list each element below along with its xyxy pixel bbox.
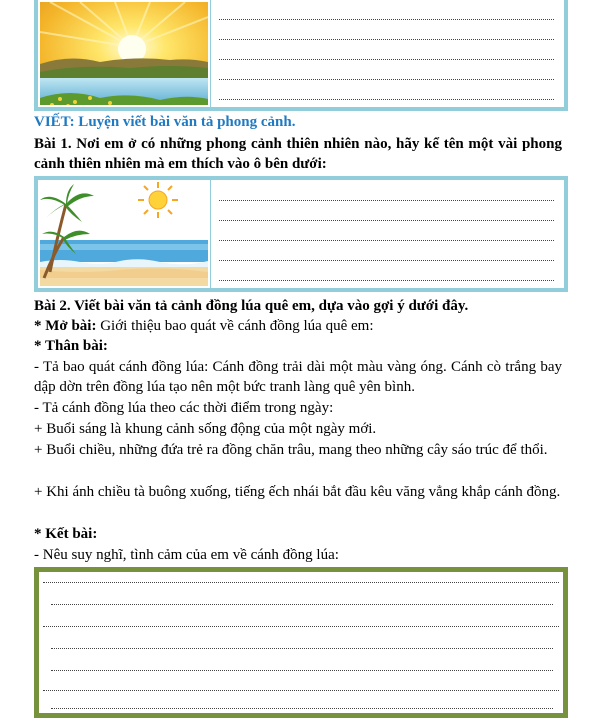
- mo-bai-line: [34, 316, 562, 336]
- writing-section-heading: VIẾT: Luyện viết bài văn tả phong cảnh.: [34, 114, 296, 130]
- beach-palm-image: [40, 182, 208, 286]
- sunrise-lake-image: [40, 2, 208, 105]
- than-bai-paragraph-1: - Tả bao quát cánh đồng lúa: Cánh đồng trải dài một màu vàng óng. Cánh cò trắng bay dập dờn trên đồng lúa tạo nên một bức tranh làng quê yên bình.: [34, 359, 562, 395]
- dotted-answer-lines[interactable]: [219, 0, 554, 100]
- box-divider: [210, 180, 211, 288]
- ket-bai-label: * Kết bài:: [34, 526, 98, 542]
- essay-writing-box[interactable]: [34, 567, 568, 718]
- mo-bai-text: Giới thiệu bao quát về cánh đồng lúa quê em:: [96, 318, 374, 334]
- than-bai-paragraph-5: + Khi ánh chiều tà buông xuống, tiếng ếch nhái bắt đầu kêu văng vẳng khắp cánh đồng.: [34, 484, 561, 500]
- than-bai-label: * Thân bài:: [34, 338, 108, 354]
- exercise-1-title: Bài 1. Nơi em ở có những phong cảnh thiên nhiên nào, hãy kể tên một vài phong cảnh thiên nhiên mà em thích vào ô bên dưới:: [34, 136, 562, 172]
- mo-bai-label: * Mở bài:: [34, 318, 97, 334]
- sun-icon: [138, 182, 178, 218]
- box-divider: [210, 0, 211, 107]
- exercise-2-title: Bài 2. Viết bài văn tả cảnh đồng lúa quê em, dựa vào gợi ý dưới đây.: [34, 298, 469, 314]
- top-writing-box: [34, 0, 568, 111]
- dotted-answer-lines[interactable]: [219, 181, 554, 281]
- than-bai-paragraph-4: + Buổi chiều, những đứa trẻ ra đồng chăn trâu, mang theo những cây sáo trúc để thổi.: [34, 442, 548, 458]
- than-bai-paragraph-3: + Buổi sáng là khung cảnh sống động của một ngày mới.: [34, 421, 377, 437]
- middle-writing-box: [34, 176, 568, 292]
- ket-bai-paragraph: - Nêu suy nghĩ, tình cảm của em về cánh đồng lúa:: [34, 547, 339, 563]
- than-bai-paragraph-2: - Tả cánh đồng lúa theo các thời điểm trong ngày:: [34, 400, 334, 416]
